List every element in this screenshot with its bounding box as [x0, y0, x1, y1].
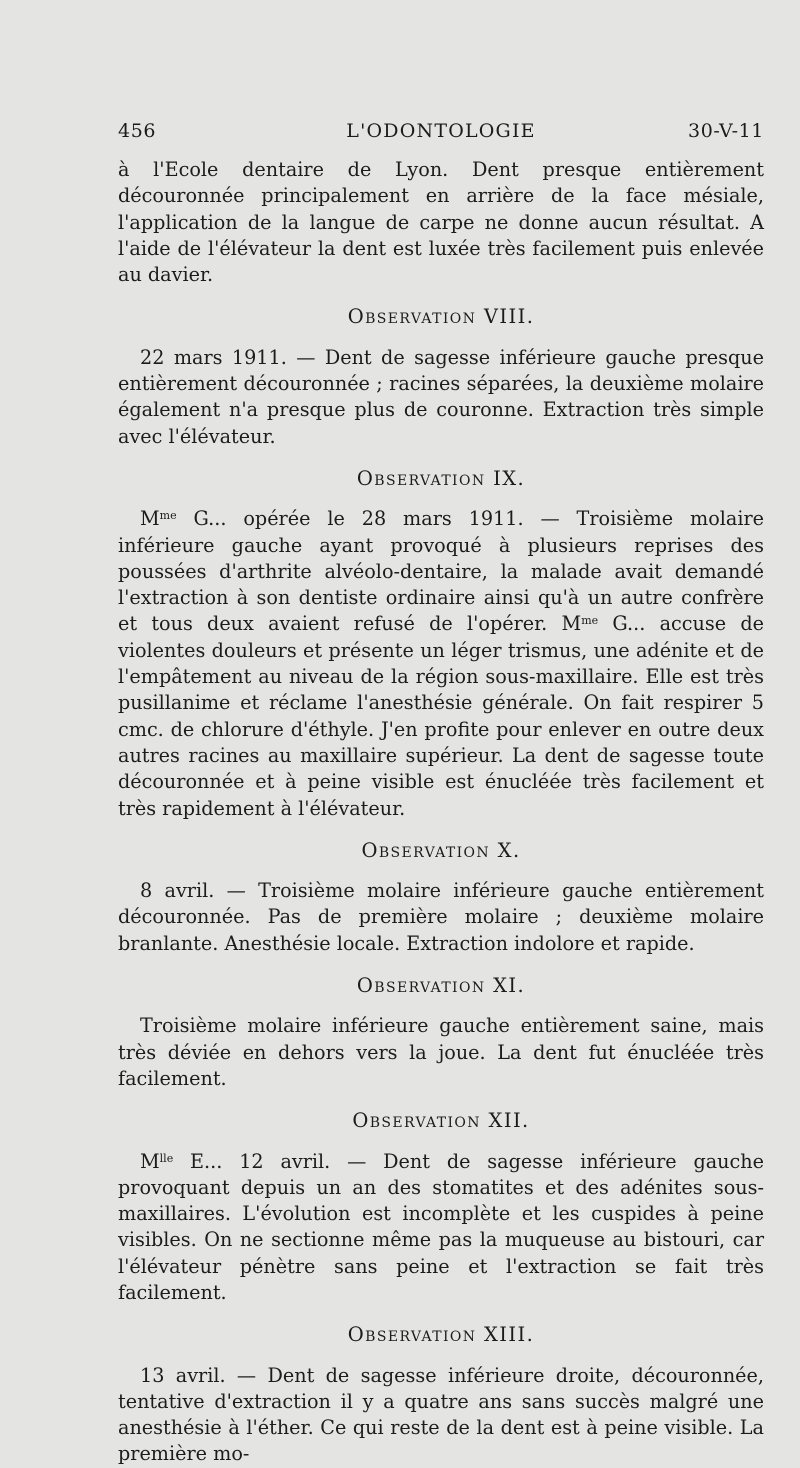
observation-paragraph: 13 avril. — Dent de sagesse inférieure droite, découronnée, tentative d'extraction il y a quatre ans sans succès malgré une anesthésie à l'éther. Ce qui reste de la dent est à peine visible. La première mo- — [118, 1363, 764, 1466]
title-superscript: lle — [159, 1151, 174, 1165]
journal-title: L'ODONTOLOGIE — [346, 120, 536, 142]
paragraph-text: E... 12 avril. — Dent de sagesse inférieure gauche provoquant depuis un an des stomatites et des adénites sous-maxillaires. L'évolution est incomplète et les cuspides à peine visibles. On ne sectionne même pas la muqueuse au bistouri, car l'élévateur pénètre sans peine et l'extraction se fait très facilement. — [118, 1149, 764, 1304]
observation-heading: Observation VIII. — [347, 305, 535, 329]
observation-heading: Observation X. — [361, 838, 521, 862]
intro-paragraph: à l'Ecole dentaire de Lyon. Dent presque entièrement découronnée principalement en arrière de la face mésiale, l'application de la langue de carpe ne donne aucun résultat. A l'aide de l'élévateur la dent est luxée très facilement puis enlevée au davier. — [118, 158, 764, 287]
issue-date: 30-V-11 — [688, 120, 764, 142]
title-superscript: me — [581, 614, 599, 628]
observation-paragraph: 22 mars 1911. — Dent de sagesse inférieure gauche presque entièrement découronnée ; racines séparées, la deuxième molaire également n'a presque plus de couronne. Extraction très simple avec l'élévateur. — [118, 345, 764, 448]
observation-heading: Observation XI. — [356, 974, 526, 998]
page-body — [118, 157, 764, 1468]
observation-heading: Observation XII. — [352, 1109, 530, 1133]
paragraph-text: G... opérée le 28 mars 1911. — Troisième molaire inférieure gauche ayant provoqué à plusieurs reprises des poussées d'arthrite alvéolo-dentaire, la malade avait demandé l'extraction à son dentiste ordinaire ainsi qu'à un autre confrère et tous deux avaient refusé de l'opérer. M — [118, 507, 764, 636]
title-superscript: me — [159, 509, 177, 523]
title-abbrev: M — [140, 1149, 160, 1173]
running-header — [118, 120, 764, 148]
paragraph-text: G... accuse de violentes douleurs et présente un léger trismus, une adénite et de l'empâtement au niveau de la région sous-maxillaire. Elle est très pusillanime et réclame l'anesthésie générale. On fait respirer 5 cmc. de chlorure d'éthyle. J'en profite pour enlever en outre deux autres racines au maxillaire supérieur. La dent de sagesse toute découronnée et à peine visible est énucléée très facilement et très rapidement à l'élévateur. — [118, 612, 764, 820]
title-abbrev: M — [140, 507, 160, 531]
observation-paragraph — [118, 1149, 764, 1307]
observation-paragraph — [118, 506, 764, 822]
page-number: 456 — [118, 120, 157, 142]
observation-heading: Observation IX. — [356, 466, 526, 490]
observation-paragraph: Troisième molaire inférieure gauche entièrement saine, mais très déviée en dehors vers la joue. La dent fut énucléée très facilement. — [118, 1014, 764, 1090]
observation-heading: Observation XIII. — [347, 1323, 535, 1347]
observation-paragraph: 8 avril. — Troisième molaire inférieure gauche entièrement découronnée. Pas de première molaire ; deuxième molaire branlante. Anesthésie locale. Extraction indolore et rapide. — [118, 879, 764, 955]
